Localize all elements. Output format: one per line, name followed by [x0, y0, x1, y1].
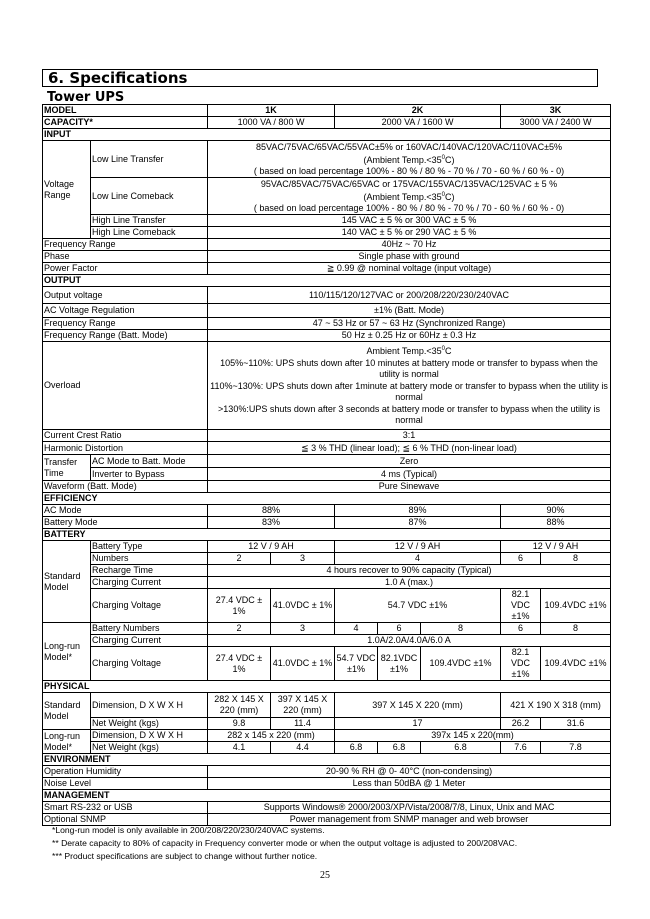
cell: 17: [335, 718, 501, 730]
cell: [208, 141, 611, 178]
text-line: 95VAC/85VAC/75VAC/65VAC or 175VAC/155VAC/135VAC/125VAC ± 5 %: [260, 178, 558, 189]
specifications-table: [42, 104, 611, 826]
table-row: [43, 693, 611, 718]
cell: Charging Current: [91, 635, 208, 647]
cell: 54.7 VDC ±1%: [335, 589, 501, 623]
cell: 6: [501, 623, 541, 635]
cell: AC Mode to Batt. Mode: [91, 455, 208, 468]
text-line: ( based on load percentage 100% - 80 % / 80 % - 70 % / 70 - 60 % / 60 % - 0): [253, 165, 565, 176]
section-header-box: [42, 69, 598, 87]
cell: 4.1: [208, 742, 271, 754]
text: (Ambient Temp.<35: [363, 191, 442, 202]
cell: 110/115/120/127VAC or 200/208/220/230/240VAC: [208, 287, 611, 304]
cell: Waveform (Batt. Mode): [43, 481, 208, 493]
cell: Charging Current: [91, 577, 208, 589]
cell: 3: [271, 623, 335, 635]
cell: Voltage Range: [43, 141, 91, 239]
text-line: >130%:UPS shuts down after 3 seconds at battery mode or transfer to bypass when the utility is normal: [218, 403, 600, 426]
cell: 20-90 % RH @ 0- 40°C (non-condensing): [208, 766, 611, 778]
cell: 82.1 VDC ±1%: [501, 589, 541, 623]
table-row: [43, 814, 611, 826]
cell: 1.0A/2.0A/4.0A/6.0 A: [208, 635, 611, 647]
cell: 6.8: [378, 742, 421, 754]
cell: 9.8: [208, 718, 271, 730]
table-row: [43, 802, 611, 814]
table-row: [43, 239, 611, 251]
cell: 282 x 145 x 220 (mm): [208, 730, 335, 742]
cell: 3: [271, 553, 335, 565]
table-row: [43, 178, 611, 215]
cell: 7.6: [501, 742, 541, 754]
cell: 2: [208, 553, 271, 565]
cell: 12 V / 9 AH: [208, 541, 335, 553]
superscript: 0: [441, 346, 446, 353]
section-row: EFFICIENCY: [43, 493, 611, 505]
cell: 8: [541, 553, 611, 565]
cell: 90%: [501, 505, 611, 517]
cell: 6.8: [421, 742, 501, 754]
cell: 87%: [335, 517, 501, 529]
cell: Less than 50dBA @ 1 Meter: [208, 778, 611, 790]
table-row: [43, 623, 611, 635]
table-row: [43, 493, 611, 505]
section-row: BATTERY: [43, 529, 611, 541]
cell: 82.1 VDC ±1%: [501, 647, 541, 681]
footnote: *** Product specifications are subject to change without further notice.: [52, 851, 318, 861]
cell: Smart RS-232 or USB: [43, 802, 208, 814]
table-row: [43, 105, 611, 117]
cell: Output voltage: [43, 287, 208, 304]
cell: 397x 145 x 220(mm): [335, 730, 611, 742]
section-row: INPUT: [43, 129, 611, 141]
table-row: [43, 215, 611, 227]
cell: 4: [335, 553, 501, 565]
cell: Supports Windows® 2000/2003/XP/Vista/2008/7/8, Linux, Unix and MAC: [208, 802, 611, 814]
cell: Power Factor: [43, 263, 208, 275]
cell: 12 V / 9 AH: [501, 541, 611, 553]
cell: 83%: [208, 517, 335, 529]
cell: Standard Model: [43, 541, 91, 623]
cell: 6: [378, 623, 421, 635]
cell: 2K: [335, 105, 501, 117]
table-row: [43, 778, 611, 790]
section-row: OUTPUT: [43, 275, 611, 287]
text-line: 110%~130%: UPS shuts down after 1minute at battery mode or transfer to bypass when the utility is normal: [210, 380, 608, 403]
cell: Optional SNMP: [43, 814, 208, 826]
table-row: [43, 647, 611, 681]
cell: Battery Type: [91, 541, 208, 553]
cell: 2: [208, 623, 271, 635]
cell: Frequency Range: [43, 318, 208, 330]
cell: 421 X 190 X 318 (mm): [501, 693, 611, 718]
cell: 1000 VA / 800 W: [208, 117, 335, 129]
cell: Frequency Range (Batt. Mode): [43, 330, 208, 342]
text-line: [209, 153, 609, 166]
cell: Battery Mode: [43, 517, 208, 529]
cell: 8: [541, 623, 611, 635]
cell: Zero: [208, 455, 611, 468]
cell: Standard Model: [43, 693, 91, 730]
footnote: ** Derate capacity to 80% of capacity in Frequency converter mode or when the output voltage is adjusted to 200/208VAC.: [52, 838, 518, 848]
table-row: [43, 263, 611, 275]
cell: 12 V / 9 AH: [335, 541, 501, 553]
cell: 88%: [208, 505, 335, 517]
table-row: [43, 468, 611, 481]
cell: 109.4VDC ±1%: [541, 589, 611, 623]
cell: 4 hours recover to 90% capacity (Typical): [208, 565, 611, 577]
cell: Low Line Transfer: [91, 141, 208, 178]
cell: 397 X 145 X 220 (mm): [335, 693, 501, 718]
cell: Low Line Comeback: [91, 178, 208, 215]
table-row: [43, 790, 611, 802]
table-row: [43, 529, 611, 541]
cell: AC Mode: [43, 505, 208, 517]
table-row: [43, 481, 611, 493]
table-row: [43, 330, 611, 342]
cell: 2000 VA / 1600 W: [335, 117, 501, 129]
cell: 6: [501, 553, 541, 565]
text-line: [209, 190, 609, 203]
table-row: [43, 541, 611, 553]
section-row: MANAGEMENT: [43, 790, 611, 802]
cell: Recharge Time: [91, 565, 208, 577]
section-row: ENVIRONMENT: [43, 754, 611, 766]
cell: Long-run Model*: [43, 623, 91, 681]
table-row: [43, 589, 611, 623]
cell: Inverter to Bypass: [91, 468, 208, 481]
cell: 1K: [208, 105, 335, 117]
subtitle: Tower UPS: [47, 90, 125, 105]
table-row: [43, 275, 611, 287]
cell: 4.4: [271, 742, 335, 754]
text: C: [445, 346, 452, 357]
superscript: 0: [441, 191, 446, 198]
cell: Numbers: [91, 553, 208, 565]
table-row: [43, 442, 611, 455]
table-row: [43, 342, 611, 430]
cell: Net Weight (kgs): [91, 742, 208, 754]
cell: 82.1VDC ±1%: [378, 647, 421, 681]
text-line: [209, 344, 609, 358]
cell: Battery Numbers: [91, 623, 208, 635]
cell: Charging Voltage: [91, 589, 208, 623]
cell: 109.4VDC ±1%: [421, 647, 501, 681]
cell: High Line Comeback: [91, 227, 208, 239]
table-row: [43, 129, 611, 141]
table-row: [43, 730, 611, 742]
text: Ambient Temp.<35: [366, 346, 442, 357]
table-row: [43, 517, 611, 529]
cell: Pure Sinewave: [208, 481, 611, 493]
cell: Dimension, D X W X H: [91, 730, 208, 742]
cell: AC Voltage Regulation: [43, 304, 208, 318]
page-number: 25: [320, 870, 330, 881]
cell: 140 VAC ± 5 % or 290 VAC ± 5 %: [208, 227, 611, 239]
table-row: [43, 681, 611, 693]
cell: 41.0VDC ± 1%: [271, 589, 335, 623]
section-title: 6. Specifications: [48, 69, 188, 87]
table-row: [43, 505, 611, 517]
cell: 1.0 A (max.): [208, 577, 611, 589]
cell: MODEL: [43, 105, 208, 117]
cell: 397 X 145 X 220 (mm): [271, 693, 335, 718]
table-row: [43, 553, 611, 565]
cell: Net Weight (kgs): [91, 718, 208, 730]
cell: Charging Voltage: [91, 647, 208, 681]
table-row: [43, 635, 611, 647]
cell: Power management from SNMP manager and web browser: [208, 814, 611, 826]
text-line: ( based on load percentage 100% - 80 % / 80 % - 70 % / 70 - 60 % / 60 % - 0): [253, 202, 565, 213]
table-row: [43, 117, 611, 129]
cell: CAPACITY*: [43, 117, 208, 129]
cell: Overload: [43, 342, 208, 430]
cell: 6.8: [335, 742, 378, 754]
cell: 282 X 145 X 220 (mm): [208, 693, 271, 718]
cell: 27.4 VDC ± 1%: [208, 589, 271, 623]
cell: ≧ 0.99 @ nominal voltage (input voltage): [208, 263, 611, 275]
table-row: [43, 577, 611, 589]
cell: High Line Transfer: [91, 215, 208, 227]
table-row: [43, 430, 611, 442]
cell: Current Crest Ratio: [43, 430, 208, 442]
cell: ≦ 3 % THD (linear load); ≦ 6 % THD (non-linear load): [208, 442, 611, 455]
cell: Dimension, D X W X H: [91, 693, 208, 718]
cell: 50 Hz ± 0.25 Hz or 60Hz ± 0.3 Hz: [208, 330, 611, 342]
cell: 41.0VDC ± 1%: [271, 647, 335, 681]
cell: 26.2: [501, 718, 541, 730]
cell: [208, 342, 611, 430]
cell: Operation Humidity: [43, 766, 208, 778]
cell: ±1% (Batt. Mode): [208, 304, 611, 318]
cell: 31.6: [541, 718, 611, 730]
table-row: [43, 287, 611, 304]
table-row: [43, 565, 611, 577]
cell: Transfer Time: [43, 455, 91, 481]
table-row: [43, 227, 611, 239]
table-row: [43, 718, 611, 730]
cell: 89%: [335, 505, 501, 517]
text: C): [445, 154, 455, 165]
cell: 8: [421, 623, 501, 635]
table-row: [43, 318, 611, 330]
cell: 4: [335, 623, 378, 635]
cell: Noise Level: [43, 778, 208, 790]
text: C): [445, 191, 455, 202]
cell: 109.4VDC ±1%: [541, 647, 611, 681]
text-line: 85VAC/75VAC/65VAC/55VAC±5% or 160VAC/140VAC/120VAC/110VAC±5%: [256, 141, 563, 152]
table-row: [43, 251, 611, 263]
cell: 47 ~ 53 Hz or 57 ~ 63 Hz (Synchronized Range): [208, 318, 611, 330]
cell: 11.4: [271, 718, 335, 730]
superscript: 0: [441, 154, 446, 161]
cell: 4 ms (Typical): [208, 468, 611, 481]
cell: 40Hz ~ 70 Hz: [208, 239, 611, 251]
cell: 7.8: [541, 742, 611, 754]
table-row: [43, 455, 611, 468]
cell: Long-run Model*: [43, 730, 91, 754]
table-row: [43, 141, 611, 178]
footnote: *Long-run model is only available in 200/208/220/230/240VAC systems.: [52, 825, 325, 835]
section-row: PHYSICAL: [43, 681, 611, 693]
cell: 3:1: [208, 430, 611, 442]
cell: 3K: [501, 105, 611, 117]
cell: [208, 178, 611, 215]
cell: 145 VAC ± 5 % or 300 VAC ± 5 %: [208, 215, 611, 227]
text-line: 105%~110%: UPS shuts down after 10 minutes at battery mode or transfer to bypass when the utility is normal: [220, 357, 598, 380]
cell: Frequency Range: [43, 239, 208, 251]
table-row: [43, 766, 611, 778]
cell: Single phase with ground: [208, 251, 611, 263]
cell: Harmonic Distortion: [43, 442, 208, 455]
text: (Ambient Temp.<35: [363, 154, 442, 165]
cell: 88%: [501, 517, 611, 529]
cell: 3000 VA / 2400 W: [501, 117, 611, 129]
cell: 27.4 VDC ± 1%: [208, 647, 271, 681]
cell: Phase: [43, 251, 208, 263]
table-row: [43, 304, 611, 318]
table-row: [43, 742, 611, 754]
cell: 54.7 VDC ±1%: [335, 647, 378, 681]
table-row: [43, 754, 611, 766]
